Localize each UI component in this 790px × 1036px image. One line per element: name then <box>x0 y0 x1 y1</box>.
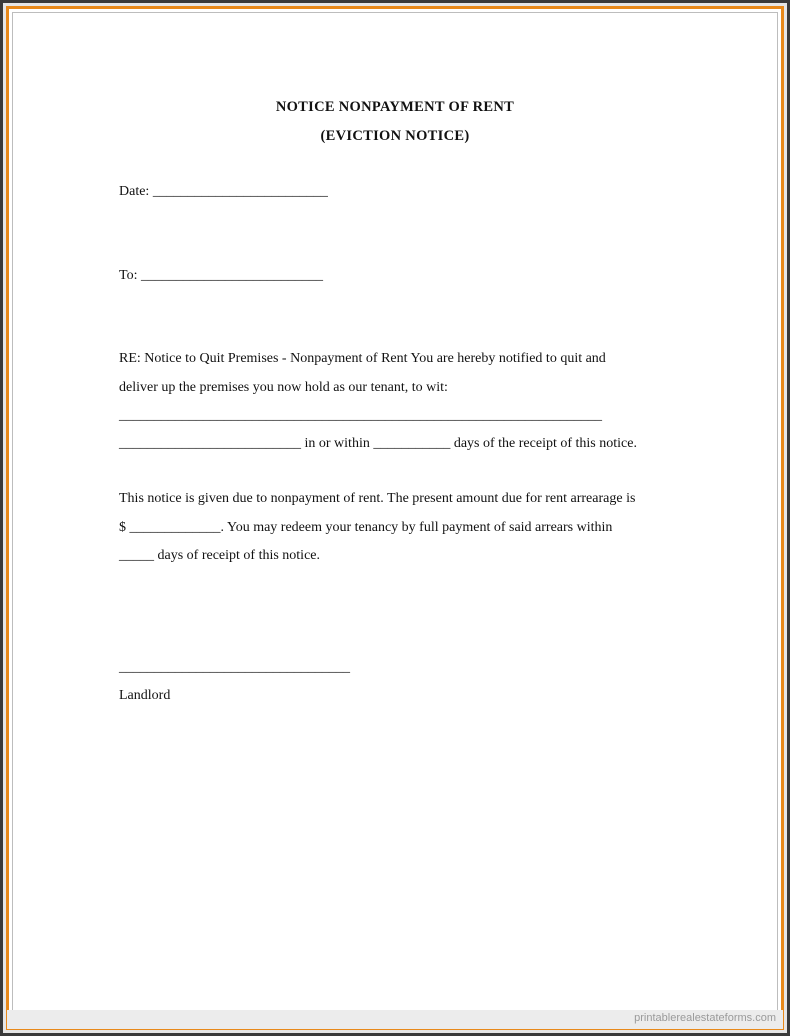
to-field: To: __________________________ <box>119 268 323 283</box>
re-paragraph-line: deliver up the premises you now hold as our tenant, to wit: <box>119 380 448 395</box>
document-subtitle: (EVICTION NOTICE) <box>320 128 470 144</box>
date-field: Date: _________________________ <box>119 184 328 199</box>
signature-label: Landlord <box>119 688 171 703</box>
document-title: NOTICE NONPAYMENT OF RENT <box>275 99 515 115</box>
re-paragraph-line: __________________________ in or within ___________ days of the receipt of this notice. <box>119 436 637 451</box>
notice-paragraph-line: This notice is given due to nonpayment of rent. The present amount due for rent arrearage is <box>119 491 636 506</box>
document-page <box>12 12 778 1024</box>
premises-blank-line: _____________________________________________________________________ <box>119 408 602 423</box>
signature-line: _________________________________ <box>119 660 350 675</box>
notice-paragraph-line: $ _____________. You may redeem your tenancy by full payment of said arrears within <box>119 520 613 535</box>
watermark: printablerealestateforms.com <box>634 1012 776 1024</box>
notice-paragraph-line: _____ days of receipt of this notice. <box>119 548 321 563</box>
re-paragraph-line: RE: Notice to Quit Premises - Nonpayment of Rent You are hereby notified to quit and <box>119 351 606 366</box>
